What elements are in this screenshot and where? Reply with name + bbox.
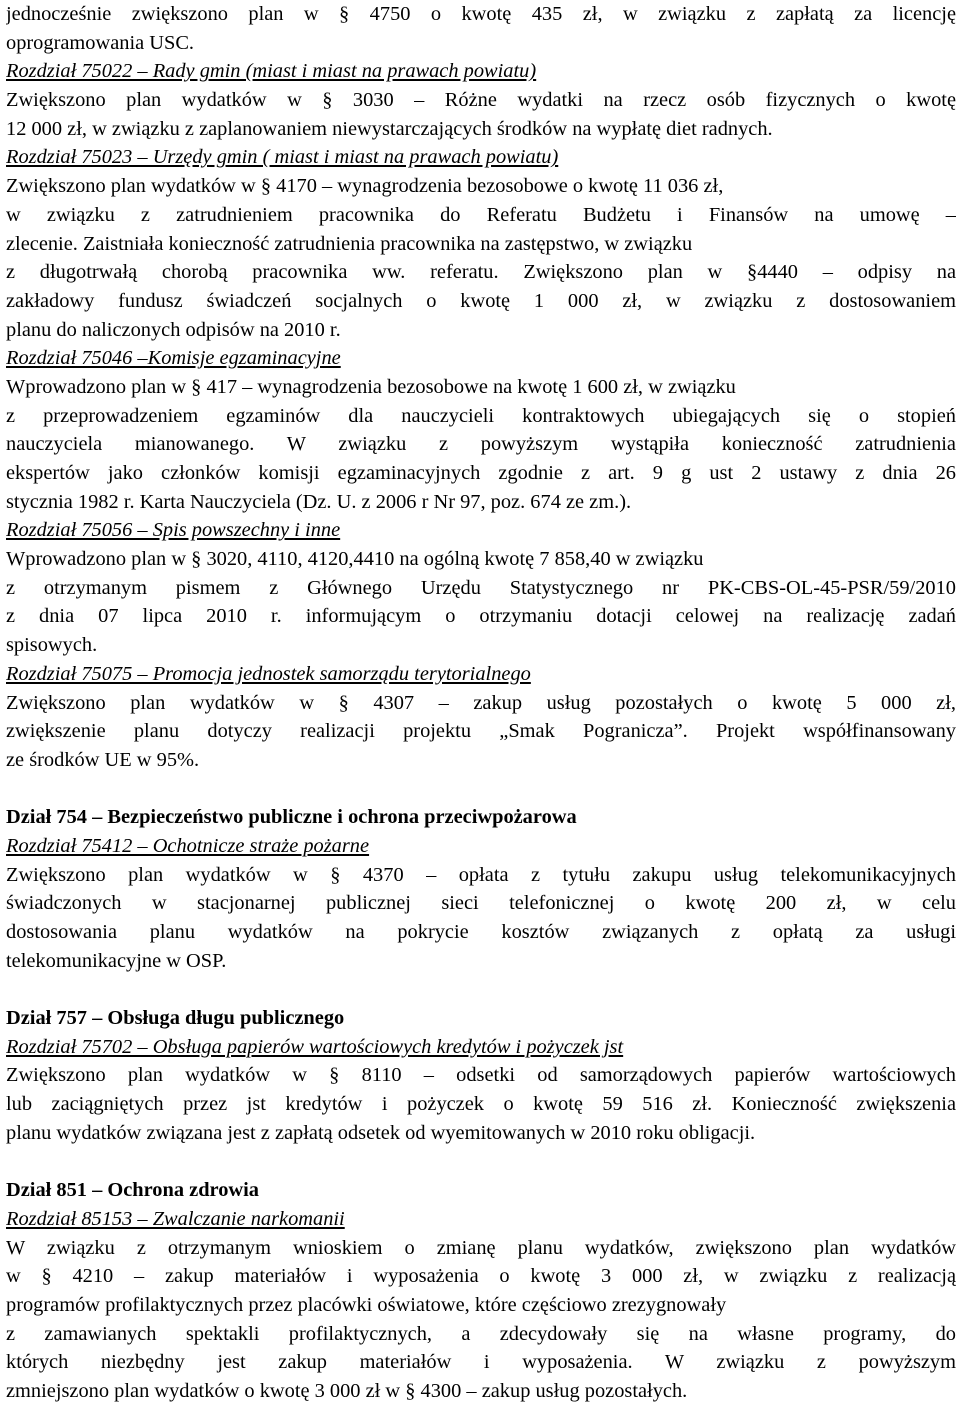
paragraph-line: Zwiększono plan wydatków w § 3030 – Różne wydatki na rzecz osób fizycznych o kwotę (6, 89, 956, 112)
paragraph-line: z przeprowadzeniem egzaminów dla nauczycieli kontraktowych ubiegających się o stopień (6, 404, 956, 427)
paragraph-line: Zwiększono plan wydatków w § 4307 – zakup usług pozostałych o kwotę 5 000 zł, (6, 691, 956, 714)
section-heading: Rozdział 75075 – Promocja jednostek samorządu terytorialnego (6, 662, 531, 685)
paragraph-line: z zamawianych spektakli profilaktycznych, a zdecydowały się na własne programy, do (6, 1322, 956, 1345)
paragraph-line: dostosowania planu wydatków na pokrycie kosztów związanych z opłatą za usługi (6, 921, 956, 943)
paragraph-line: Zwiększono plan wydatków w § 4170 – wynagrodzenia bezosobowe o kwotę 11 036 zł, (6, 175, 724, 198)
paragraph-line: Wprowadzono plan w § 3020, 4110, 4120,4410 na ogólną kwotę 7 858,40 w związku (6, 548, 704, 571)
paragraph-line: programów profilaktycznych przez placówki oświatowe, które częściowo zrezygnowały (6, 1293, 727, 1316)
section-heading: Rozdział 75412 – Ochotnicze straże pożarne (6, 834, 370, 857)
paragraph-line: w związku z zatrudnieniem pracownika do Referatu Budżetu i Finansów na umowę – (6, 203, 956, 226)
blank-line (6, 1148, 956, 1177)
section-heading: Rozdział 75022 – Rady gmin (miast i miast na prawach powiatu) (6, 60, 537, 83)
blank-line (6, 775, 956, 804)
section-heading: Rozdział 75702 – Obsługa papierów wartościowych kredytów i pożyczek jst (6, 1035, 624, 1058)
section-heading: Rozdział 85153 – Zwalczanie narkomanii (6, 1207, 345, 1230)
division-heading: Dział 851 – Ochrona zdrowia (6, 1179, 259, 1202)
division-heading: Dział 757 – Obsługa długu publicznego (6, 1007, 345, 1030)
paragraph-line: planu do naliczonych odpisów na 2010 r. (6, 318, 341, 341)
paragraph-line: oprogramowania USC. (6, 31, 195, 54)
paragraph-line: jednocześnie zwiększono plan w § 4750 o kwotę 435 zł, w związku z zapłatą za licencję (6, 3, 956, 25)
paragraph-line: nauczyciela mianowanego. W związku z powyższym wystąpiła konieczność zatrudnienia (6, 433, 956, 456)
paragraph-line: zlecenie. Zaistniała konieczność zatrudnienia pracownika na zastępstwo, w związku (6, 232, 693, 255)
section-heading: Rozdział 75023 – Urzędy gmin ( miast i miast na prawach powiatu) (6, 146, 559, 169)
paragraph-line: świadczonych w stacjonarnej publicznej sieci telefonicznej o kwotę 200 zł, w celu (6, 892, 956, 915)
paragraph-line: Zwiększono plan wydatków w § 4370 – opłata z tytułu zakupu usług telekomunikacyjnych (6, 863, 956, 886)
paragraph-line: spisowych. (6, 634, 98, 657)
paragraph-line: ekspertów jako członków komisji egzaminacyjnych zgodnie z art. 9 g ust 2 ustawy z dnia 26 (6, 462, 956, 484)
paragraph-line: 12 000 zł, w związku z zaplanowaniem niewystarczających środków na wypłatę diet radnych. (6, 117, 773, 140)
paragraph-line: planu wydatków związana jest z zapłatą odsetek od wyemitowanych w 2010 roku obligacji. (6, 1121, 756, 1144)
paragraph-line: Wprowadzono plan w § 417 – wynagrodzenia bezosobowe na kwotę 1 600 zł, w związku (6, 375, 736, 398)
paragraph-line: których niezbędny jest zakup materiałów i wyposażenia. W związku z powyższym (6, 1351, 956, 1374)
paragraph-line: zwiększenie planu dotyczy realizacji projektu „Smak Pogranicza”. Projekt współfinansowany (6, 720, 956, 743)
paragraph-line: zmniejszono plan wydatków o kwotę 3 000 zł w § 4300 – zakup usług pozostałych. (6, 1380, 688, 1402)
division-heading: Dział 754 – Bezpieczeństwo publiczne i ochrona przeciwpożarowa (6, 806, 577, 829)
paragraph-line: W związku z otrzymanym wnioskiem o zmianę planu wydatków, zwiększono plan wydatków (6, 1236, 956, 1259)
section-heading: Rozdział 75056 – Spis powszechny i inne (6, 519, 341, 542)
paragraph-line: z otrzymanym pismem z Głównego Urzędu Statystycznego nr PK-CBS-OL-45-PSR/59/2010 (6, 576, 956, 599)
paragraph-line: lub zaciągniętych przez jst kredytów i pożyczek o kwotę 59 516 zł. Konieczność zwiększenia (6, 1093, 956, 1116)
paragraph-line: w § 4210 – zakup materiałów i wyposażenia o kwotę 3 000 zł, w związku z realizacją (6, 1265, 956, 1288)
paragraph-line: z dnia 07 lipca 2010 r. informującym o otrzymaniu dotacji celowej na realizację zadań (6, 605, 956, 628)
paragraph-line: Zwiększono plan wydatków w § 8110 – odsetki od samorządowych papierów wartościowych (6, 1064, 956, 1087)
section-heading: Rozdział 75046 –Komisje egzaminacyjne (6, 347, 341, 370)
paragraph-line: ze środków UE w 95%. (6, 748, 200, 771)
paragraph-line: telekomunikacyjne w OSP. (6, 949, 227, 972)
paragraph-line: zakładowy fundusz świadczeń socjalnych o kwotę 1 000 zł, w związku z dostosowaniem (6, 289, 956, 312)
blank-line (6, 975, 956, 1004)
paragraph-line: stycznia 1982 r. Karta Nauczyciela (Dz. U. z 2006 r Nr 97, poz. 674 ze zm.). (6, 490, 632, 513)
paragraph-line: z długotrwałą chorobą pracownika ww. referatu. Zwiększono plan w §4440 – odpisy na (6, 261, 956, 284)
